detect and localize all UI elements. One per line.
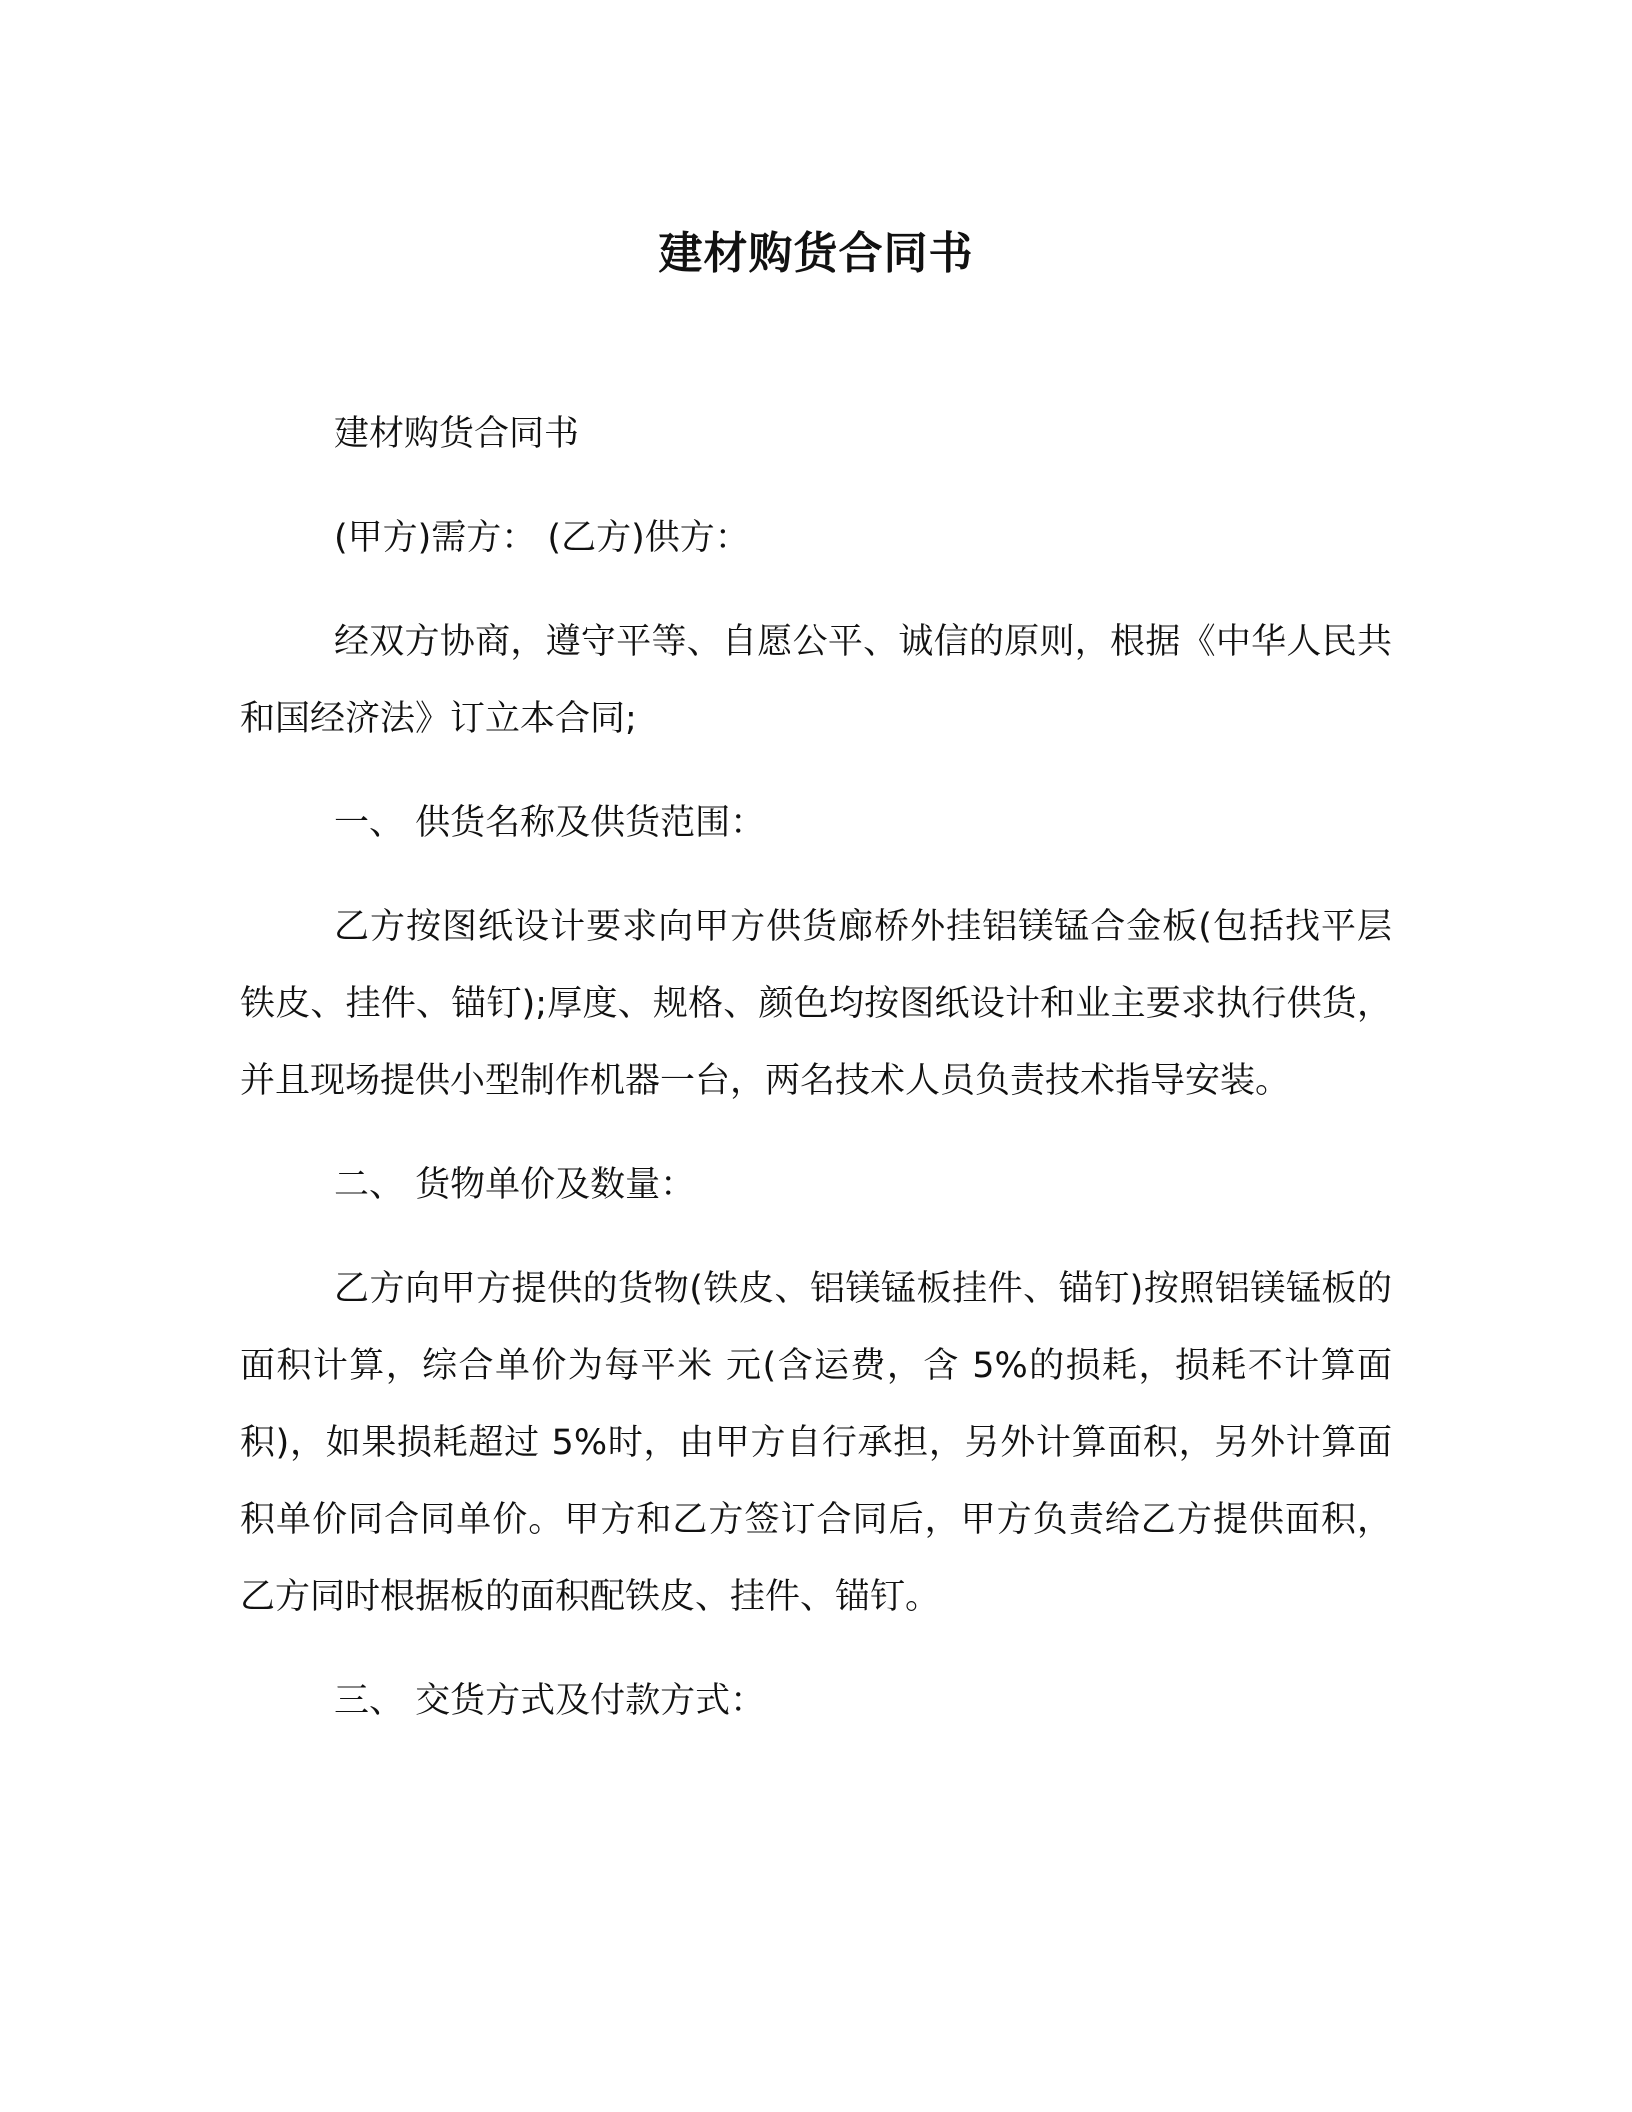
section-heading-2: 二、 货物单价及数量：	[334, 1165, 696, 1205]
preamble-paragraph: 经双方协商，遵守平等、自愿公平、诚信的原则，根据《中华人民共和国经济法》订立本合同;	[240, 622, 1392, 739]
section-heading-1: 一、 供货名称及供货范围：	[334, 803, 766, 843]
subtitle-paragraph: 建材购货合同书	[334, 414, 580, 454]
section-heading-3: 三、 交货方式及付款方式：	[334, 1681, 766, 1721]
section-1-paragraph: 乙方按图纸设计要求向甲方供货廊桥外挂铝镁锰合金板(包括找平层铁皮、挂件、锚钉);厚度、规格、颜色均按图纸设计和业主要求执行供货，并且现场提供小型制作机器一台，两名技术人员负责技术指导安装。	[240, 907, 1392, 1101]
document-body	[240, 396, 1392, 1767]
parties-paragraph: (甲方)需方： (乙方)供方：	[334, 518, 750, 558]
document-title: 建材购货合同书	[658, 228, 974, 279]
section-2-paragraph: 乙方向甲方提供的货物(铁皮、铝镁锰板挂件、锚钉)按照铝镁锰板的面积计算，综合单价为每平米 元(含运费，含 5%的损耗，损耗不计算面积)，如果损耗超过 5%时，由甲方自行承担，另外计算面积，另外计算面积单价同合同单价。甲方和乙方签订合同后，甲方负责给乙方提供面积，乙方同时根据板的面积配铁皮、挂件、锚钉。	[240, 1269, 1392, 1617]
